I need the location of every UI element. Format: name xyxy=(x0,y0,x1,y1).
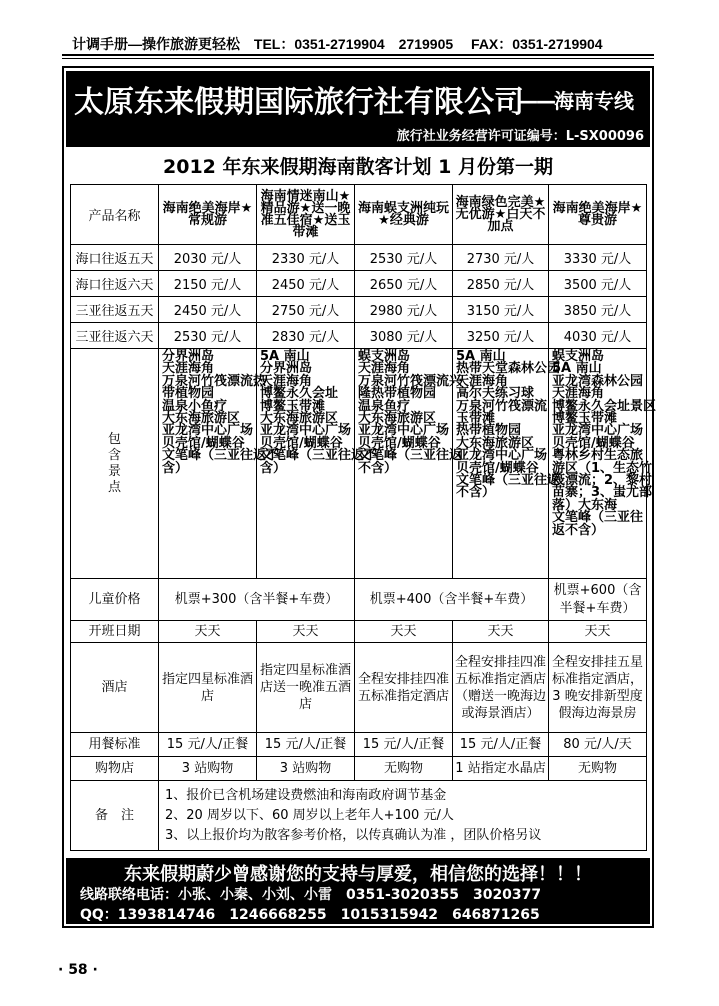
sight-item: 隆热带植物园 xyxy=(358,386,437,402)
price-cell: 2750 元/人 xyxy=(257,297,355,323)
product-name: 海南绝美海岸★常规游 xyxy=(159,185,257,245)
price-cell: 3850 元/人 xyxy=(549,297,647,323)
product-header-row xyxy=(71,185,647,245)
meal-cell: 15 元/人/正餐 xyxy=(355,733,453,757)
header-rule xyxy=(62,54,654,56)
sight-item: 亚龙湾中心广场 xyxy=(162,423,254,439)
sight-item: 蜈支洲岛 xyxy=(358,349,411,364)
header-tel: TEL：0351-2719904 2719905 xyxy=(253,36,454,52)
price-cell: 3150 元/人 xyxy=(453,297,549,323)
shop-cell: 3 站购物 xyxy=(159,757,257,781)
sight-item: 蜈支洲岛 xyxy=(552,349,605,364)
price-cell: 2650 元/人 xyxy=(355,271,453,297)
date-cell: 天天 xyxy=(257,621,355,643)
route-name: 三亚往返六天 xyxy=(71,323,159,349)
shop-cell: 无购物 xyxy=(355,757,453,781)
shop-label: 购物店 xyxy=(71,757,159,781)
hotel-row xyxy=(71,643,647,733)
shop-cell: 无购物 xyxy=(549,757,647,781)
sight-item: 贝壳馆/蝴蝶谷 xyxy=(552,435,635,451)
sights-cell xyxy=(355,349,463,579)
meal-label: 用餐标准 xyxy=(71,733,159,757)
price-cell: 2330 元/人 xyxy=(257,245,355,271)
dates-row xyxy=(71,621,647,643)
sight-item: 含） xyxy=(260,460,287,476)
price-cell: 2730 元/人 xyxy=(453,245,549,271)
sight-item: 亚龙湾中心广场 xyxy=(552,423,644,439)
sight-item: 筏漂流；2、黎村 xyxy=(552,473,653,489)
date-cell: 天天 xyxy=(159,621,257,643)
hotel-cell: 全程安排挂四准五标准指定酒店 xyxy=(355,643,453,733)
sight-item: 热带天堂森林公园 xyxy=(456,361,561,377)
price-cell: 2450 元/人 xyxy=(159,297,257,323)
sight-item: 万泉河竹筏漂流兴 xyxy=(358,373,463,389)
sight-item: 分界洲岛 xyxy=(162,349,215,364)
hotel-cell: 全程安排挂四准五标准指定酒店（赠送一晚海边或海景酒店） xyxy=(453,643,549,733)
sight-item: 亚龙湾中心广场 xyxy=(358,423,450,439)
notes-row xyxy=(71,781,647,851)
sight-item: 贝壳馆/蝴蝶谷 xyxy=(456,460,539,476)
sight-item: 不含） xyxy=(358,460,398,476)
sights-row xyxy=(71,349,647,579)
sight-item: 文笔峰（三亚往返 xyxy=(358,448,463,464)
sight-item: 大东海旅游区 xyxy=(162,411,241,427)
price-cell: 2530 元/人 xyxy=(355,245,453,271)
sights-cell xyxy=(159,349,280,579)
sight-item: 落）大东海 xyxy=(552,497,618,513)
child-price: 机票+600（含半餐+车费） xyxy=(549,579,647,621)
sight-item: 亚龙湾森林公园 xyxy=(552,373,644,389)
product-name: 海南蜈支洲纯玩★经典游 xyxy=(355,185,453,245)
sight-item: 温泉鱼疗 xyxy=(358,398,411,414)
price-cell: 2830 元/人 xyxy=(257,323,355,349)
sight-item: 温泉小鱼疗 xyxy=(162,398,228,414)
header-fax: FAX：0351-2719904 xyxy=(471,36,603,52)
sights-label-text: 包含景点 xyxy=(107,431,121,495)
meal-cell: 15 元/人/正餐 xyxy=(257,733,355,757)
sight-item: 万泉河竹筏漂流 xyxy=(456,398,548,414)
sight-item: 高尔夫练习球 xyxy=(456,386,535,402)
price-cell: 3330 元/人 xyxy=(549,245,647,271)
sight-item: 5A 南山 xyxy=(456,349,506,364)
sight-item: 含） xyxy=(162,460,189,476)
price-cell: 4030 元/人 xyxy=(549,323,647,349)
sight-item: 亚龙湾中心广场 xyxy=(456,448,548,464)
child-price-row xyxy=(71,579,647,621)
route-name: 海口往返五天 xyxy=(71,245,159,271)
sights-cell xyxy=(453,349,561,579)
thanks-message: 东来假期蔚少曾感谢您的支持与厚爱，相信您的选择！！！ xyxy=(124,864,592,885)
note-item: 1、报价已含机场建设费燃油和海南政府调节基金 xyxy=(165,787,447,803)
sight-item: 贝壳馆/蝴蝶谷 xyxy=(260,435,343,451)
line-dash: —— xyxy=(518,89,554,113)
sight-item: 文笔峰（三亚往返不 xyxy=(162,448,280,464)
header-line xyxy=(72,34,650,54)
sight-item: 文笔峰（三亚往返 xyxy=(456,473,561,489)
date-cell: 天天 xyxy=(549,621,647,643)
license-number: 旅行社业务经营许可证编号：L-SX00096 xyxy=(396,129,644,144)
route-row xyxy=(71,297,647,323)
sight-item: 博鳌永久会址 xyxy=(260,386,339,402)
route-name: 海口往返六天 xyxy=(71,271,159,297)
shop-cell: 3 站购物 xyxy=(257,757,355,781)
meal-cell: 80 元/人/天 xyxy=(549,733,647,757)
price-cell: 3250 元/人 xyxy=(453,323,549,349)
child-label: 儿童价格 xyxy=(71,579,159,621)
sight-item: 贝壳馆/蝴蝶谷 xyxy=(162,435,245,451)
sight-item: 天涯海角 xyxy=(456,373,509,389)
price-cell: 2030 元/人 xyxy=(159,245,257,271)
child-price: 机票+400（含半餐+车费） xyxy=(355,579,549,621)
header-slogan: 计调手册—操作旅游更轻松 xyxy=(72,36,240,52)
price-cell: 3080 元/人 xyxy=(355,323,453,349)
hotel-cell: 指定四星标准酒店送一晚准五酒店 xyxy=(257,643,355,733)
line-label xyxy=(518,85,634,114)
dates-label: 开班日期 xyxy=(71,621,159,643)
shop-row xyxy=(71,757,647,781)
route-row xyxy=(71,271,647,297)
price-cell: 2850 元/人 xyxy=(453,271,549,297)
sight-item: 玉带滩 xyxy=(456,411,496,427)
product-name: 海南情迷南山★精品游★送一晚准五佳宿★送玉带滩 xyxy=(257,185,355,245)
schedule-table xyxy=(70,184,657,851)
sight-item: 粤林乡村生态旅 xyxy=(552,448,644,464)
price-cell: 2980 元/人 xyxy=(355,297,453,323)
date-cell: 天天 xyxy=(453,621,549,643)
product-label: 产品名称 xyxy=(71,185,159,245)
sight-item: 热带植物园 xyxy=(456,423,522,439)
sight-item: 亚龙湾中心广场 xyxy=(260,423,352,439)
page-number: · 58 · xyxy=(58,962,98,978)
sight-item: 天涯海角 xyxy=(260,373,313,389)
note-item: 2、20 周岁以下、60 周岁以上老年人+100 元/人 xyxy=(165,807,454,823)
note-item: 3、以上报价均为散客参考价格，以传真确认为准 ，团队价格另议 xyxy=(165,827,542,843)
price-cell: 3500 元/人 xyxy=(549,271,647,297)
sight-item: 文笔峰（三亚往返不 xyxy=(260,448,378,464)
hotel-cell: 指定四星标准酒店 xyxy=(159,643,257,733)
meal-row xyxy=(71,733,647,757)
contact-footer xyxy=(66,858,650,924)
product-name: 海南绿色完美★无优游★白天不加点 xyxy=(453,185,549,245)
date-cell: 天天 xyxy=(355,621,453,643)
hotel-label: 酒店 xyxy=(71,643,159,733)
sight-item: 游区（1、生态竹 xyxy=(552,460,653,476)
sight-item: 博鳌永久会址景区 xyxy=(552,398,657,414)
hotel-cell: 全程安排挂五星标准指定酒店，3 晚安排新型度假海边海景房 xyxy=(549,643,647,733)
sight-item: 大东海旅游区 xyxy=(260,411,339,427)
child-price: 机票+300（含半餐+车费） xyxy=(159,579,355,621)
sight-item: 5A 南山 xyxy=(260,349,310,364)
contact-qq: QQ：1393814746 1246668255 1015315942 646871265 xyxy=(80,907,540,923)
plan-title: 2012 年东来假期海南散客计划 1 月份第一期 xyxy=(163,156,553,178)
route-name: 三亚往返五天 xyxy=(71,297,159,323)
sight-item: 天涯海角 xyxy=(552,386,605,402)
sight-item: 分界洲岛 xyxy=(260,361,313,377)
route-row xyxy=(71,323,647,349)
price-cell: 2450 元/人 xyxy=(257,271,355,297)
sights-label xyxy=(71,349,159,579)
sight-item: 天涯海角 xyxy=(162,361,215,377)
meal-cell: 15 元/人/正餐 xyxy=(159,733,257,757)
sight-item: 博鳌玉带滩 xyxy=(260,398,326,414)
route-row xyxy=(71,245,647,271)
sight-item: 5A 南山 xyxy=(552,361,602,377)
price-cell: 2530 元/人 xyxy=(159,323,257,349)
sights-cell xyxy=(549,349,657,579)
product-name: 海南绝美海岸★尊贵游 xyxy=(549,185,647,245)
company-banner xyxy=(66,71,650,147)
notes-label: 备 注 xyxy=(71,781,159,851)
header-rule-thin xyxy=(62,58,654,59)
sight-item: 大东海旅游区 xyxy=(358,411,437,427)
notes-cell xyxy=(159,781,647,851)
sight-item: 大东海旅游区 xyxy=(456,435,535,451)
price-cell: 2150 元/人 xyxy=(159,271,257,297)
sight-item: 带植物园 xyxy=(162,386,215,402)
sight-item: 万泉河竹筏漂流热 xyxy=(162,373,267,389)
sight-item: 博鳌玉带滩 xyxy=(552,411,618,427)
line-name: 海南专线 xyxy=(554,89,634,113)
company-name: 太原东来假期国际旅行社有限公司 xyxy=(74,85,524,120)
sight-item: 苗寨；3、蚩尤部 xyxy=(552,485,653,501)
sight-item: 不含） xyxy=(456,485,496,501)
shop-cell: 1 站指定水晶店 xyxy=(453,757,549,781)
sight-item: 天涯海角 xyxy=(358,361,411,377)
sight-item: 贝壳馆/蝴蝶谷 xyxy=(358,435,441,451)
sights-cell xyxy=(257,349,378,579)
meal-cell: 15 元/人/正餐 xyxy=(453,733,549,757)
sight-item: 返不含） xyxy=(552,522,605,538)
contact-phones: 线路联络电话：小张、小秦、小刘、小雷 0351-3020355 3020377 xyxy=(80,887,542,903)
sight-item: 文笔峰（三亚往 xyxy=(552,510,644,526)
